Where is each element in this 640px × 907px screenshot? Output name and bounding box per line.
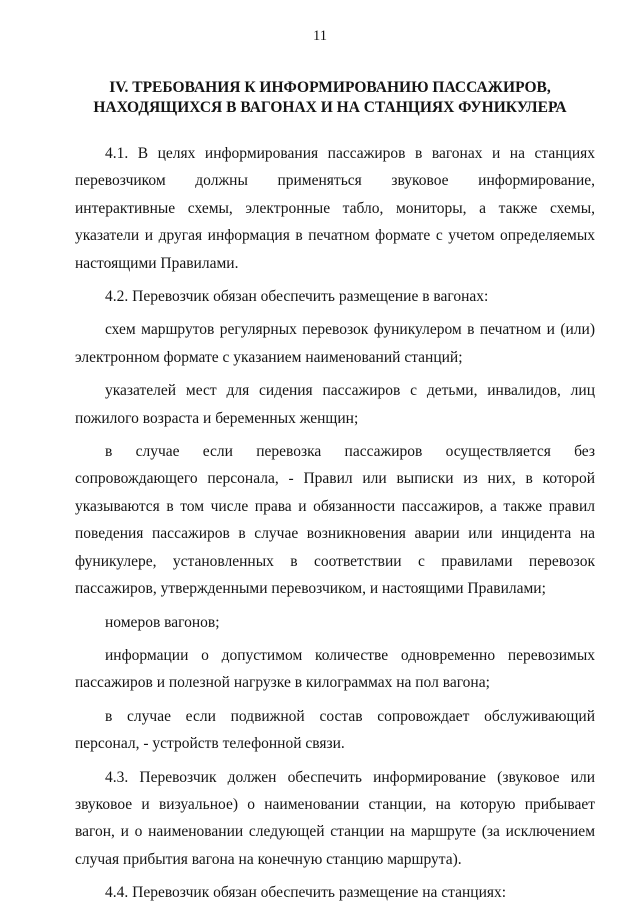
list-item-route-schemes: схем маршрутов регулярных перевозок фуникулером в печатном и (или) электронном формате с указанием наименований станций; [75, 321, 595, 366]
paragraph-4-2: 4.2. Перевозчик обязан обеспечить размещение в вагонах: [105, 288, 489, 306]
paragraph-4-4: 4.4. Перевозчик обязан обеспечить размещение на станциях: [105, 884, 507, 902]
list-item-capacity-info: информации о допустимом количестве одновременно перевозимых пассажиров и полезной нагрузке в килограммах на пол вагона; [75, 646, 595, 692]
section-title-line-2: НАХОДЯЩИХСЯ В ВАГОНАХ И НА СТАНЦИЯХ ФУНИКУЛЕРА [93, 99, 567, 116]
list-item-seat-signs: указателей мест для сидения пассажиров с детьми, инвалидов, лиц пожилого возраста и беременных женщин; [75, 382, 595, 427]
page-number: 11 [313, 28, 327, 44]
list-item-car-numbers: номеров вагонов; [105, 613, 220, 631]
section-body [75, 140, 595, 907]
paragraph-4-1: 4.1. В целях информирования пассажиров в вагонах и на станциях перевозчиком должны применяться звуковое информирование, интерактивные схемы, электронные табло, мониторы, а также схемы, указатели и другая информация в печатном формате с учетом определяемых настоящими Правилами. [75, 145, 595, 272]
list-item-rules-extract: в случае если перевозка пассажиров осуществляется без сопровождающего персонала, - Правил или выписки из них, в которой указываются в том числе права и обязанности пассажиров, а также правил поведения пассажиров в случае возникновения аварии или инцидента на фуникулере, установленных в соответствии с правилами перевозок пассажиров, утвержденными перевозчиком, и настоящими Правилами; [75, 443, 595, 598]
list-item-phone-devices: в случае если подвижной состав сопровождает обслуживающий персонал, - устройств телефонной связи. [75, 707, 595, 753]
section-title [60, 78, 600, 118]
paragraph-4-3: 4.3. Перевозчик должен обеспечить информирование (звуковое или звуковое и визуальное) о наименовании станции, на которую прибывает вагон, и о наименовании следующей станции на маршруте (за исключением случая прибытия вагона на конечную станцию маршрута). [75, 768, 595, 868]
section-title-line-1: IV. ТРЕБОВАНИЯ К ИНФОРМИРОВАНИЮ ПАССАЖИРОВ, [109, 79, 551, 96]
